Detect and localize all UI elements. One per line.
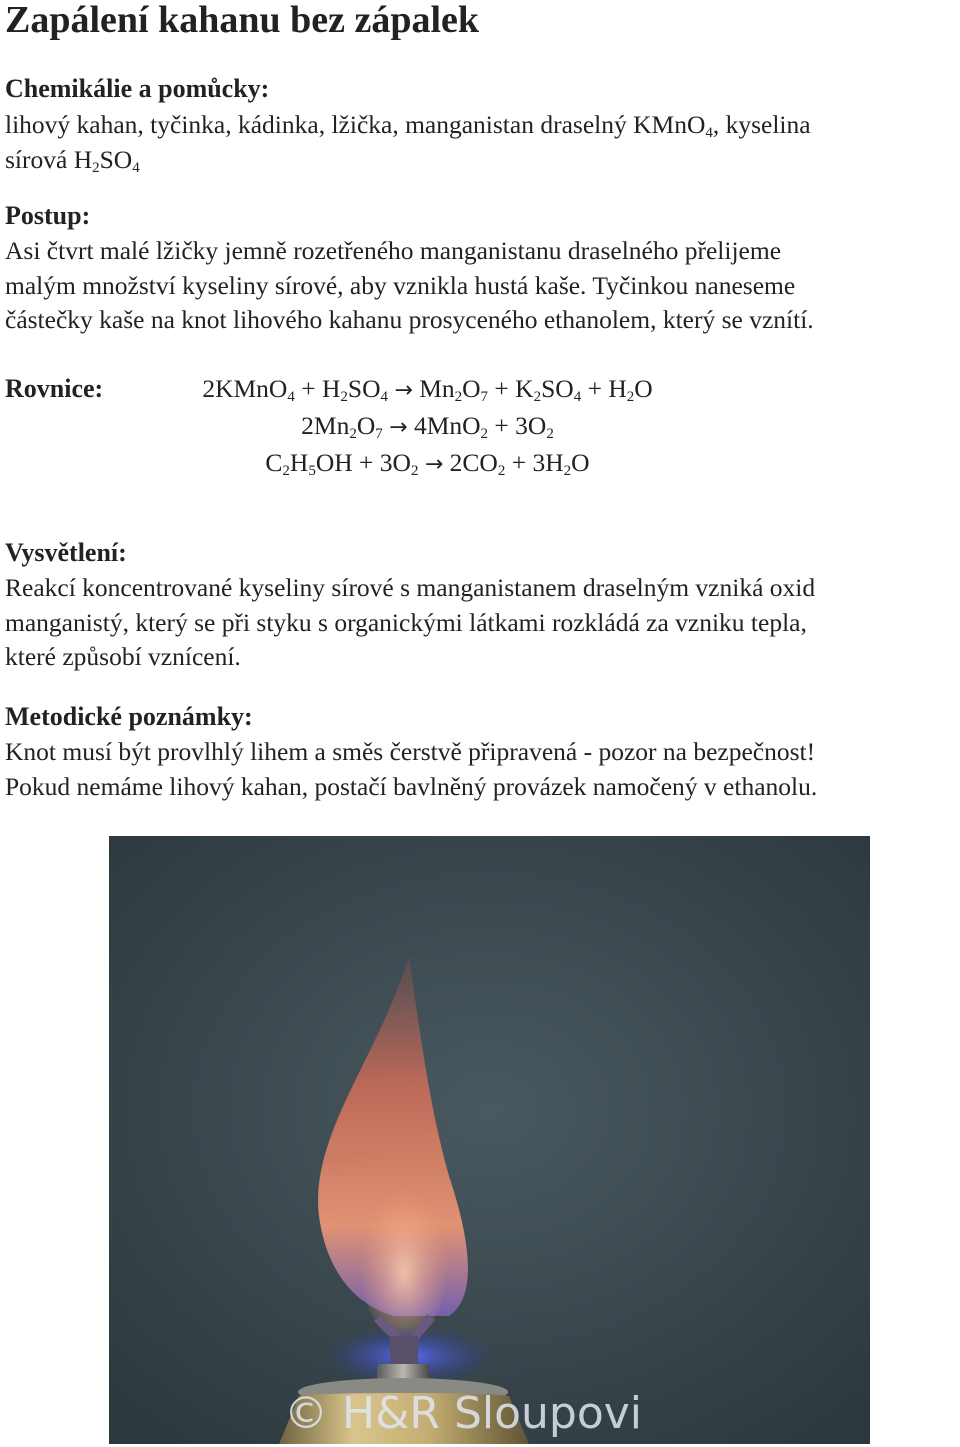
wick-stem	[390, 1336, 418, 1366]
chemicals-line-2: sírová $H_2SO_4$	[5, 144, 140, 176]
chemicals-line-1: lihový kahan, tyčinka, kádinka, lžička, manganistan draselný KMnO$_4$, kyselina	[5, 110, 811, 141]
notes-line: Pokud nemáme lihový kahan, postačí bavlněný provázek namočený v ethanolu.	[5, 771, 818, 801]
notes-line: Knot musí být provlhlý lihem a směs čerstvě připravená - pozor na bezpečnost!	[5, 737, 816, 766]
flame-photo	[109, 836, 870, 1444]
procedure-heading: Postup:	[5, 201, 91, 230]
page-title: Zapálení kahanu bez zápalek	[5, 0, 480, 41]
equation-2: $2Mn_2O_7 \to 4MnO_2 + 3O_2$	[301, 411, 554, 442]
notes-heading: Metodické poznámky:	[5, 702, 253, 731]
chemicals-text	[5, 108, 811, 177]
procedure-line: malým množství kyseliny sírové, aby vznikla hustá kaše. Tyčinkou naneseme	[5, 270, 796, 300]
explanation-text	[5, 571, 815, 675]
equation-3: $C_2H_5OH + 3O_2 \to 2CO_2 + 3H_2O$	[265, 448, 590, 479]
procedure-line: částečky kaše na knot lihového kahanu prosyceného ethanolem, který se vznítí.	[5, 305, 814, 335]
flame-core	[359, 1171, 449, 1341]
reaction-arrow-icon: →	[389, 415, 408, 440]
explanation-line: které způsobí vznícení.	[5, 642, 241, 672]
explanation-line: Reakcí koncentrované kyseliny sírové s manganistanem draselným vzniká oxid	[5, 573, 816, 602]
explanation-heading: Vysvětlení:	[5, 538, 127, 567]
equation-1: 2KMnO$_4$ + $H_2SO_4 \to Mn_2O_7 + K_2SO_4 + H_2O$	[202, 374, 653, 405]
notes-text	[5, 735, 817, 804]
reaction-arrow-icon: →	[424, 452, 444, 477]
procedure-text	[5, 234, 814, 338]
photo-watermark: © H&R Sloupovi	[284, 1388, 643, 1439]
reaction-arrow-icon: →	[394, 378, 413, 403]
chemicals-heading: Chemikálie a pomůcky:	[5, 74, 270, 103]
flame-illustration	[109, 836, 870, 1444]
procedure-line: Asi čtvrt malé lžičky jemně rozetřeného manganistanu draselného přelijeme	[5, 236, 782, 265]
equations-label: Rovnice:	[5, 374, 104, 403]
explanation-line: manganistý, který se při styku s organickými látkami rozkládá za vzniku tepla,	[5, 607, 807, 637]
